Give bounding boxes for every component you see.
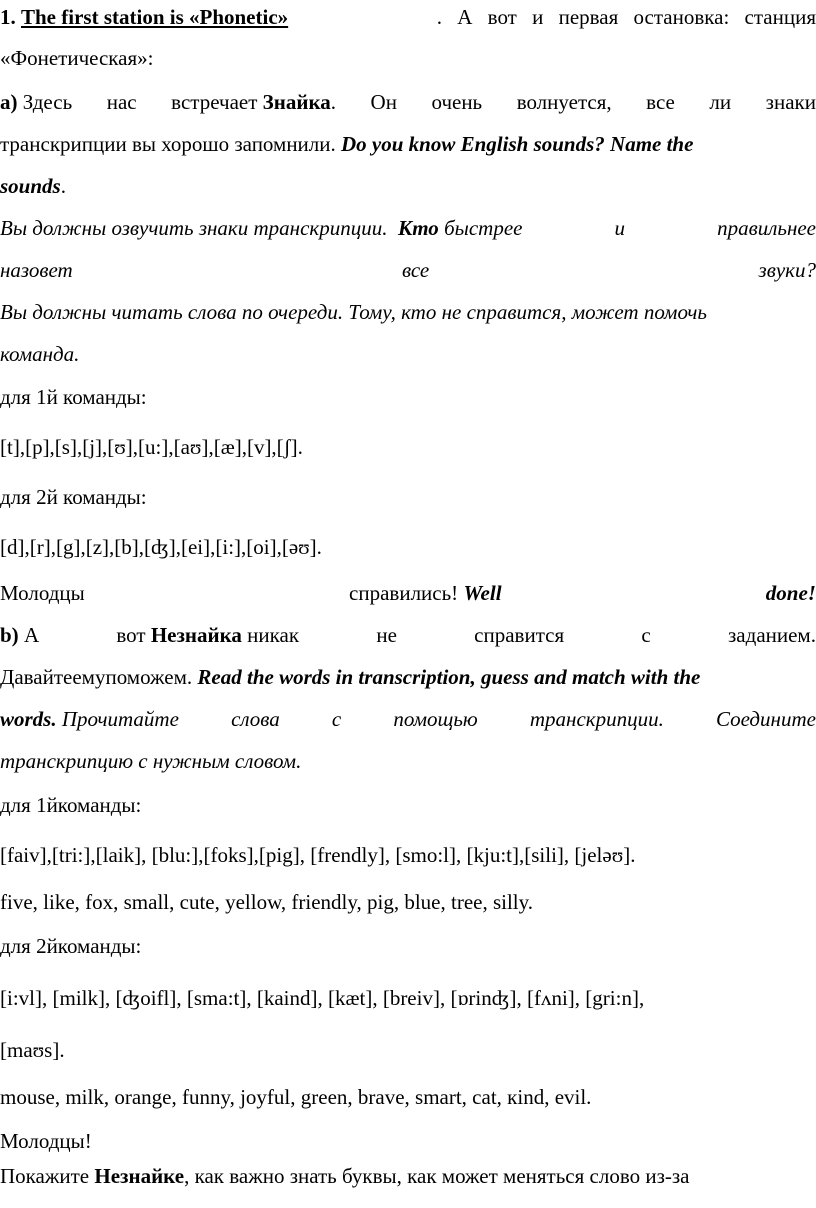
station-title: The first station is «Phonetic» [21, 5, 289, 29]
character-name-znayka: Знайка [262, 90, 331, 114]
character-name-neznayka: Незнайка [150, 623, 242, 647]
task-a-line2: назовет все звуки? [0, 258, 816, 282]
team2b-transcriptions-2: [maʊs]. [0, 1038, 65, 1062]
character-name-neznayke: Незнайке [94, 1164, 185, 1188]
para-b-label: b) [0, 623, 19, 647]
para-b-line4: транскрипцию с нужным словом. [0, 749, 302, 773]
para-a-line1: а) Здесь нас встречает Знайка. Он очень волнуется, все ли знаки [0, 90, 816, 114]
task-a-line4: команда. [0, 342, 80, 366]
team1b-transcriptions: [faiv],[tri:],[laik], [blu:],[foks],[pig], [frendly], [smo:l], [kju:t],[sili], [jeləʊ]. [0, 843, 636, 867]
station-heading-line [0, 4, 816, 30]
para-a-line2: транскрипции вы хорошо запомнили. Do you know English sounds? Name the [0, 132, 694, 156]
item-number: 1. [0, 5, 16, 29]
team1-sounds: [t],[p],[s],[j],[ʊ],[u:],[aʊ],[æ],[v],[ʃ]. [0, 435, 303, 459]
final-line: Покажите Незнайке, как важно знать буквы, как может меняться слово из-за [0, 1164, 690, 1188]
station-intro-text: . А вот и первая остановка: станция [436, 5, 816, 29]
para-a-line3: sounds. [0, 174, 66, 198]
task-a-line3: Вы должны читать слова по очереди. Тому, кто не справится, может помочь [0, 300, 707, 324]
team2b-label: для 2йкоманды: [0, 934, 142, 958]
para-b-line1: b) А вот Незнайка никак не справится с заданием. [0, 623, 816, 647]
team2-sounds: [d],[r],[g],[z],[b],[ʤ],[ei],[i:],[oi],[əʊ]. [0, 535, 322, 559]
praise-line-2: Молодцы! [0, 1129, 92, 1153]
english-question: Do you know English sounds? Name the [341, 132, 694, 156]
team2b-transcriptions-1: [i:vl], [milk], [ʤoifl], [sma:t], [kaind], [kæt], [breiv], [ɒrinʤ], [fʌni], [gri:n], [0, 986, 645, 1010]
para-b-line3: words. Прочитайте слова с помощью транскрипции. Соедините [0, 707, 816, 731]
team2b-words: mouse, milk, orange, funny, joyful, green, brave, smart, cat, кind, evil. [0, 1085, 592, 1109]
station-name-line: «Фонетическая»: [0, 46, 154, 70]
para-b-line2: Давайтеемупоможем. Read the words in transcription, guess and match with the [0, 665, 701, 689]
praise-line: Молодцы справились! Well done! [0, 581, 816, 605]
team1-label: для 1й команды: [0, 385, 147, 409]
team2-label: для 2й команды: [0, 485, 147, 509]
para-a-label: а) [0, 90, 18, 114]
team1b-label: для 1йкоманды: [0, 793, 142, 817]
team1b-words: five, like, fox, small, cute, yellow, friendly, pig, blue, tree, silly. [0, 890, 534, 914]
english-instruction: Read the words in transcription, guess and match with the [197, 665, 701, 689]
task-a-line1: Вы должны озвучить знаки транскрипции. Кто быстрее и правильнее [0, 216, 816, 240]
